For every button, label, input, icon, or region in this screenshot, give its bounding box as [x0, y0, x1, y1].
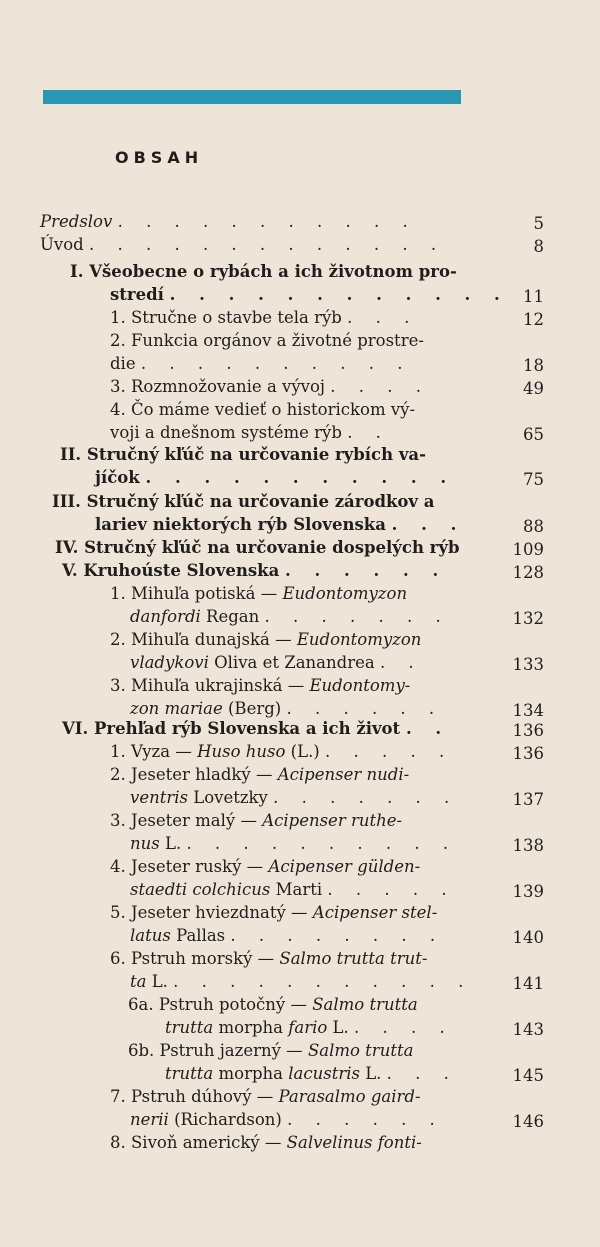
- toc-entry-line: [110, 331, 424, 351]
- toc-entry-species-name: ta: [130, 972, 147, 991]
- toc-entry-line: [110, 949, 427, 969]
- toc-entry-text: L.: [164, 834, 182, 853]
- toc-entry-line: [52, 492, 434, 512]
- toc-entry-species-name: Salmo trutta: [312, 995, 418, 1014]
- toc-page-number: 138: [512, 836, 544, 855]
- toc-entry-text: VI. Prehľad rýb Slovenska a ich život: [62, 719, 401, 738]
- toc-entry-text: 2. Jeseter hladký —: [110, 765, 273, 784]
- toc-entry-species-name: nerii: [130, 1110, 169, 1129]
- toc-page-number: 12: [523, 310, 544, 329]
- toc-leader-dots: . . . . .: [325, 742, 454, 761]
- toc-entry-species-name: danfordi: [130, 607, 201, 626]
- toc-entry-species-name: latus: [130, 926, 171, 945]
- toc-leader-dots: . . .: [386, 1064, 458, 1083]
- toc-leader-dots: . . . .: [354, 1018, 454, 1037]
- toc-entry-species-name: Salmo trutta trut-: [279, 949, 428, 968]
- header-rule: [43, 90, 461, 104]
- toc-entry-text: 3. Rozmnožovanie a vývoj: [110, 377, 326, 396]
- toc-entry-line: [110, 811, 402, 831]
- toc-entry-species-name: Acipenser nudi-: [277, 765, 410, 784]
- toc-leader-dots: . . . . . . . . . . . .: [169, 285, 509, 304]
- toc-page-number: 128: [512, 563, 544, 582]
- toc-page-number: 146: [512, 1112, 544, 1131]
- toc-entry-line: [130, 880, 456, 900]
- toc-entry-line: [55, 538, 460, 558]
- toc-entry-line: [110, 765, 409, 785]
- toc-leader-dots: . . . . . . . . . . . . .: [88, 235, 446, 254]
- toc-entry-text: V. Kruhoúste Slovenska: [62, 561, 280, 580]
- toc-entry-line: [60, 445, 426, 465]
- toc-entry-species-name: fario: [288, 1018, 328, 1037]
- toc-entry-text: L.: [332, 1018, 349, 1037]
- toc-entry-text: stredí: [110, 285, 164, 304]
- toc-page-number: 11: [523, 287, 544, 306]
- toc-entry-line: [110, 377, 430, 397]
- page-title: OBSAH: [115, 148, 204, 167]
- toc-entry-text: (Richardson): [174, 1110, 282, 1129]
- toc-entry-text: 3. Mihuľa ukrajinská —: [110, 676, 305, 695]
- toc-entry-species-name: Eudontomy-: [309, 676, 411, 695]
- toc-page-number: 133: [512, 655, 544, 674]
- toc-entry-text: IV. Stručný kľúč na určovanie dospelých rýb: [55, 538, 460, 557]
- toc-page-number: 136: [512, 744, 544, 763]
- toc-entry-species-name: Acipenser stel-: [312, 903, 438, 922]
- toc-entry-text: Regan: [206, 607, 260, 626]
- toc-leader-dots: . .: [379, 653, 423, 672]
- toc-entry-line: [110, 742, 453, 762]
- toc-entry-species-name: Salvelinus fonti-: [286, 1133, 422, 1152]
- toc-entry-text: die: [110, 354, 136, 373]
- toc-entry-species-name: Acipenser gülden-: [268, 857, 421, 876]
- toc-entry-line: [40, 212, 417, 232]
- toc-entry-species-name: staedti colchicus: [130, 880, 271, 899]
- toc-entry-text: Pallas: [176, 926, 226, 945]
- toc-leader-dots: . . . . . .: [285, 561, 448, 580]
- toc-entry-species-name: nus: [130, 834, 160, 853]
- toc-entry-line: [62, 561, 447, 581]
- toc-page-number: 141: [512, 974, 544, 993]
- toc-entry-line: [70, 262, 457, 282]
- toc-entry-text: 1. Mihuľa potiská —: [110, 584, 278, 603]
- toc-leader-dots: . . . . . . . . . . .: [117, 212, 417, 231]
- toc-entry-text: jíčok: [95, 468, 140, 487]
- toc-entry-line: [110, 903, 437, 923]
- toc-leader-dots: . . .: [347, 308, 419, 327]
- toc-entry-line: [110, 423, 390, 443]
- toc-entry-text: 8. Sivoň americký —: [110, 1133, 282, 1152]
- toc-entry-line: [165, 1018, 454, 1038]
- toc-entry-text: 7. Pstruh dúhový —: [110, 1087, 274, 1106]
- toc-entry-text: 1. Stručne o stavbe tela rýb: [110, 308, 342, 327]
- toc-entry-text: 2. Funkcia orgánov a životné prostre-: [110, 331, 424, 350]
- toc-entry-species-name: trutta: [165, 1018, 214, 1037]
- toc-entry-text: 1. Vyza —: [110, 742, 192, 761]
- toc-entry-line: [110, 354, 412, 374]
- toc-entry-species-name: vladykovi: [130, 653, 209, 672]
- toc-leader-dots: . . . . . . .: [264, 607, 450, 626]
- toc-entry-line: [130, 972, 472, 992]
- toc-page-number: 8: [533, 237, 544, 256]
- toc-leader-dots: . . . . . . . . . .: [140, 354, 412, 373]
- toc-entry-line: [110, 584, 407, 604]
- toc-entry-text: (Berg): [228, 699, 282, 718]
- toc-entry-line: [110, 676, 410, 696]
- toc-entry-species-name: Parasalmo gaird-: [278, 1087, 421, 1106]
- toc-entry-line: [110, 857, 420, 877]
- toc-entry-line: [165, 1064, 458, 1084]
- toc-entry-text: 6. Pstruh morský —: [110, 949, 275, 968]
- toc-page-number: 88: [523, 517, 544, 536]
- toc-leader-dots: . . . . . .: [287, 1110, 444, 1129]
- toc-entry-line: [40, 235, 445, 255]
- toc-page-number: 18: [523, 356, 544, 375]
- toc-entry-text: L.: [365, 1064, 382, 1083]
- toc-leader-dots: . . .: [391, 515, 466, 534]
- toc-entry-line: [130, 788, 458, 808]
- toc-leader-dots: . . . . . .: [286, 699, 444, 718]
- toc-entry-text: 5. Jeseter hviezdnatý —: [110, 903, 308, 922]
- toc-entry-species-name: Eudontomyzon: [296, 630, 422, 649]
- toc-page-number: 5: [533, 214, 544, 233]
- toc-entry-line: [130, 699, 443, 719]
- toc-entry-text: 4. Jeseter ruský —: [110, 857, 264, 876]
- toc-entry-text: 3. Jeseter malý —: [110, 811, 257, 830]
- toc-leader-dots: . . . . . . .: [273, 788, 459, 807]
- toc-leader-dots: . . . . .: [327, 880, 456, 899]
- toc-entry-text: II. Stručný kľúč na určovanie rybích va-: [60, 445, 426, 464]
- toc-entry-species-name: Eudontomyzon: [282, 584, 408, 603]
- toc-entry-species-name: Huso huso: [197, 742, 286, 761]
- toc-entry-species-name: zon mariae: [130, 699, 223, 718]
- toc-entry-species-name: ventris: [130, 788, 188, 807]
- toc-page-number: 137: [512, 790, 544, 809]
- toc-entry-text: 4. Čo máme vedieť o historickom vý-: [110, 400, 416, 419]
- toc-entry-line: [110, 285, 509, 305]
- toc-entry-text: III. Stručný kľúč na určovanie zárodkov a: [52, 492, 435, 511]
- toc-leader-dots: . . . .: [330, 377, 431, 396]
- toc-entry-species-name: Acipenser ruthe-: [262, 811, 403, 830]
- toc-leader-dots: . . . . . . . . . . .: [173, 972, 473, 991]
- toc-entry-line: [130, 653, 423, 673]
- toc-entry-text: lariev niektorých rýb Slovenska: [95, 515, 386, 534]
- toc-entry-line: [130, 1110, 444, 1130]
- toc-leader-dots: . . . . . . . . . . .: [145, 468, 456, 487]
- toc-entry-species-name: trutta: [165, 1064, 214, 1083]
- toc-page-number: 75: [523, 470, 544, 489]
- toc-entry-text: L.: [151, 972, 168, 991]
- toc-entry-line: [130, 926, 444, 946]
- toc-entry-text: 6b. Pstruh jazerný —: [128, 1041, 303, 1060]
- toc-page-number: 139: [512, 882, 544, 901]
- toc-entry-line: [62, 719, 450, 739]
- toc-entry-text: Úvod: [40, 235, 84, 254]
- toc-page-number: 134: [512, 701, 544, 720]
- toc-leader-dots: . . . . . . . .: [230, 926, 445, 945]
- toc-entry-text: Lovetzky: [193, 788, 268, 807]
- toc-entry-species-name: lacustris: [288, 1064, 360, 1083]
- toc-entry-text: Oliva et Zanandrea: [214, 653, 375, 672]
- toc-page-number: 49: [523, 379, 544, 398]
- toc-page-number: 145: [512, 1066, 544, 1085]
- toc-entry-text: morpha: [218, 1018, 283, 1037]
- toc-leader-dots: . . . . . . . . . .: [186, 834, 458, 853]
- toc-entry-text: Marti: [275, 880, 323, 899]
- toc-entry-species-name: Salmo trutta: [307, 1041, 414, 1060]
- toc-leader-dots: . .: [405, 719, 451, 738]
- toc-entry-line: [128, 1041, 413, 1061]
- toc-entry-text: Predslov: [40, 212, 113, 231]
- toc-page-number: 143: [512, 1020, 544, 1039]
- toc-entry-line: [128, 995, 418, 1015]
- toc-entry-text: I. Všeobecne o rybách a ich životnom pro-: [70, 262, 457, 281]
- toc-entry-line: [130, 607, 450, 627]
- toc-page-number: 136: [512, 721, 544, 740]
- toc-entry-text: voji a dnešnom systéme rýb: [110, 423, 342, 442]
- toc-page-number: 132: [512, 609, 544, 628]
- toc-entry-line: [130, 834, 457, 854]
- toc-entry-line: [110, 400, 415, 420]
- toc-entry-line: [110, 1133, 422, 1153]
- toc-entry-line: [95, 468, 455, 488]
- toc-page-number: 65: [523, 425, 544, 444]
- toc-entry-text: 6a. Pstruh potočný —: [128, 995, 307, 1014]
- toc-page-number: 109: [512, 540, 544, 559]
- toc-page-number: 140: [512, 928, 544, 947]
- toc-entry-text: morpha: [218, 1064, 283, 1083]
- toc-entry-text: 2. Mihuľa dunajská —: [110, 630, 292, 649]
- toc-entry-line: [110, 308, 418, 328]
- toc-entry-text: (L.): [290, 742, 320, 761]
- toc-entry-line: [110, 1087, 421, 1107]
- toc-entry-line: [95, 515, 465, 535]
- toc-leader-dots: . .: [347, 423, 390, 442]
- toc-entry-line: [110, 630, 421, 650]
